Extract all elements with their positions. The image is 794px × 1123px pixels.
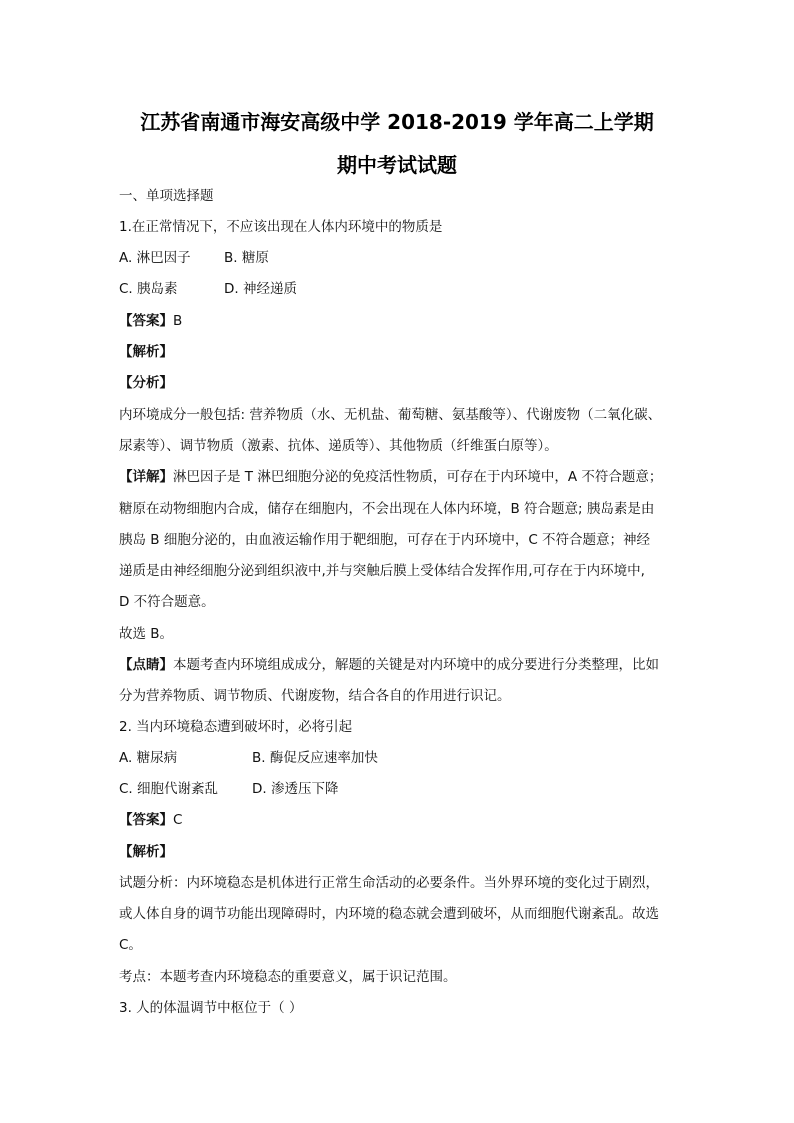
q1-point-text1: 本题考查内环境组成成分，解题的关键是对内环境中的成分要进行分类整理，比如 — [173, 657, 659, 673]
q2-option-c: C. 细胞代谢紊乱 — [119, 781, 219, 797]
q1-fenxi-line1: 内环境成分一般包括: 营养物质（水、无机盐、葡萄糖、氨基酸等）、代谢废物（二氧化碳、 — [119, 407, 662, 423]
q3-stem: 3. 人的体温调节中枢位于（ ） — [119, 1000, 303, 1016]
document-title-line1: 江苏省南通市海安高级中学 2018-2019 学年高二上学期 — [140, 110, 654, 134]
q2-analysis-label: 【解析】 — [119, 844, 173, 860]
q2-options-row1 — [119, 749, 378, 767]
q1-detail-line4: 递质是由神经细胞分泌到组织液中,并与突触后膜上受体结合发挥作用,可存在于内环境中, — [119, 563, 645, 579]
q1-option-c: C. 胰岛素 — [119, 281, 178, 297]
q1-detail-text1: 淋巴因子是 T 淋巴细胞分泌的免疫活性物质，可存在于内环境中，A 不符合题意； — [173, 469, 663, 485]
q2-option-d: D. 渗透压下降 — [252, 781, 339, 797]
q2-option-b: B. 酶促反应速率加快 — [252, 750, 378, 766]
q1-point-line1 — [119, 656, 659, 674]
q1-choose: 故选 B。 — [119, 626, 174, 642]
q1-answer-label: 【答案】 — [119, 313, 173, 329]
q2-stem: 2. 当内环境稳态遭到破坏时，必将引起 — [119, 719, 353, 735]
q1-options-row2 — [119, 280, 297, 298]
q1-point-label: 【点睛】 — [119, 657, 173, 673]
q1-answer-value: B — [173, 313, 183, 329]
q2-option-a: A. 糖尿病 — [119, 750, 178, 766]
q1-option-a: A. 淋巴因子 — [119, 250, 191, 266]
q2-answer-value: C — [173, 812, 183, 828]
q2-options-row2 — [119, 780, 338, 798]
q1-analysis-label: 【解析】 — [119, 344, 173, 360]
q1-options-row1 — [119, 249, 269, 267]
q1-fenxi-line2: 尿素等）、调节物质（激素、抗体、递质等）、其他物质（纤维蛋白原等）。 — [119, 438, 558, 454]
q1-fenxi-label: 【分析】 — [119, 375, 173, 391]
q2-explanation-line2: 或人体自身的调节功能出现障碍时，内环境的稳态就会遭到破坏，从而细胞代谢紊乱。故选 — [119, 906, 659, 922]
q2-answer-label: 【答案】 — [119, 812, 173, 828]
q1-option-b: B. 糖原 — [224, 250, 269, 266]
q2-explanation-line1: 试题分析：内环境稳态是机体进行正常生命活动的必要条件。当外界环境的变化过于剧烈， — [119, 875, 659, 891]
q1-detail-line3: 胰岛 B 细胞分泌的，由血液运输作用于靶细胞，可存在于内环境中，C 不符合题意；神经 — [119, 532, 651, 548]
q1-stem: 1.在正常情况下，不应该出现在人体内环境中的物质是 — [119, 219, 443, 235]
q1-answer — [119, 312, 182, 330]
q1-point-line2: 分为营养物质、调节物质、代谢废物，结合各自的作用进行识记。 — [119, 688, 511, 704]
q1-option-d: D. 神经递质 — [224, 281, 297, 297]
q1-detail-line5: D 不符合题意。 — [119, 594, 215, 610]
q2-explanation-line3: C。 — [119, 937, 142, 953]
q1-detail-line1 — [119, 468, 662, 486]
q1-detail-label: 【详解】 — [119, 469, 173, 485]
document-title-line2: 期中考试试题 — [337, 153, 457, 177]
q2-answer — [119, 811, 182, 829]
q1-detail-line2: 糖原在动物细胞内合成，储存在细胞内，不会出现在人体内环境，B 符合题意; 胰岛素是由 — [119, 501, 655, 517]
section-heading: 一、单项选择题 — [119, 188, 214, 204]
q2-kaodian: 考点：本题考查内环境稳态的重要意义，属于识记范围。 — [119, 969, 457, 985]
